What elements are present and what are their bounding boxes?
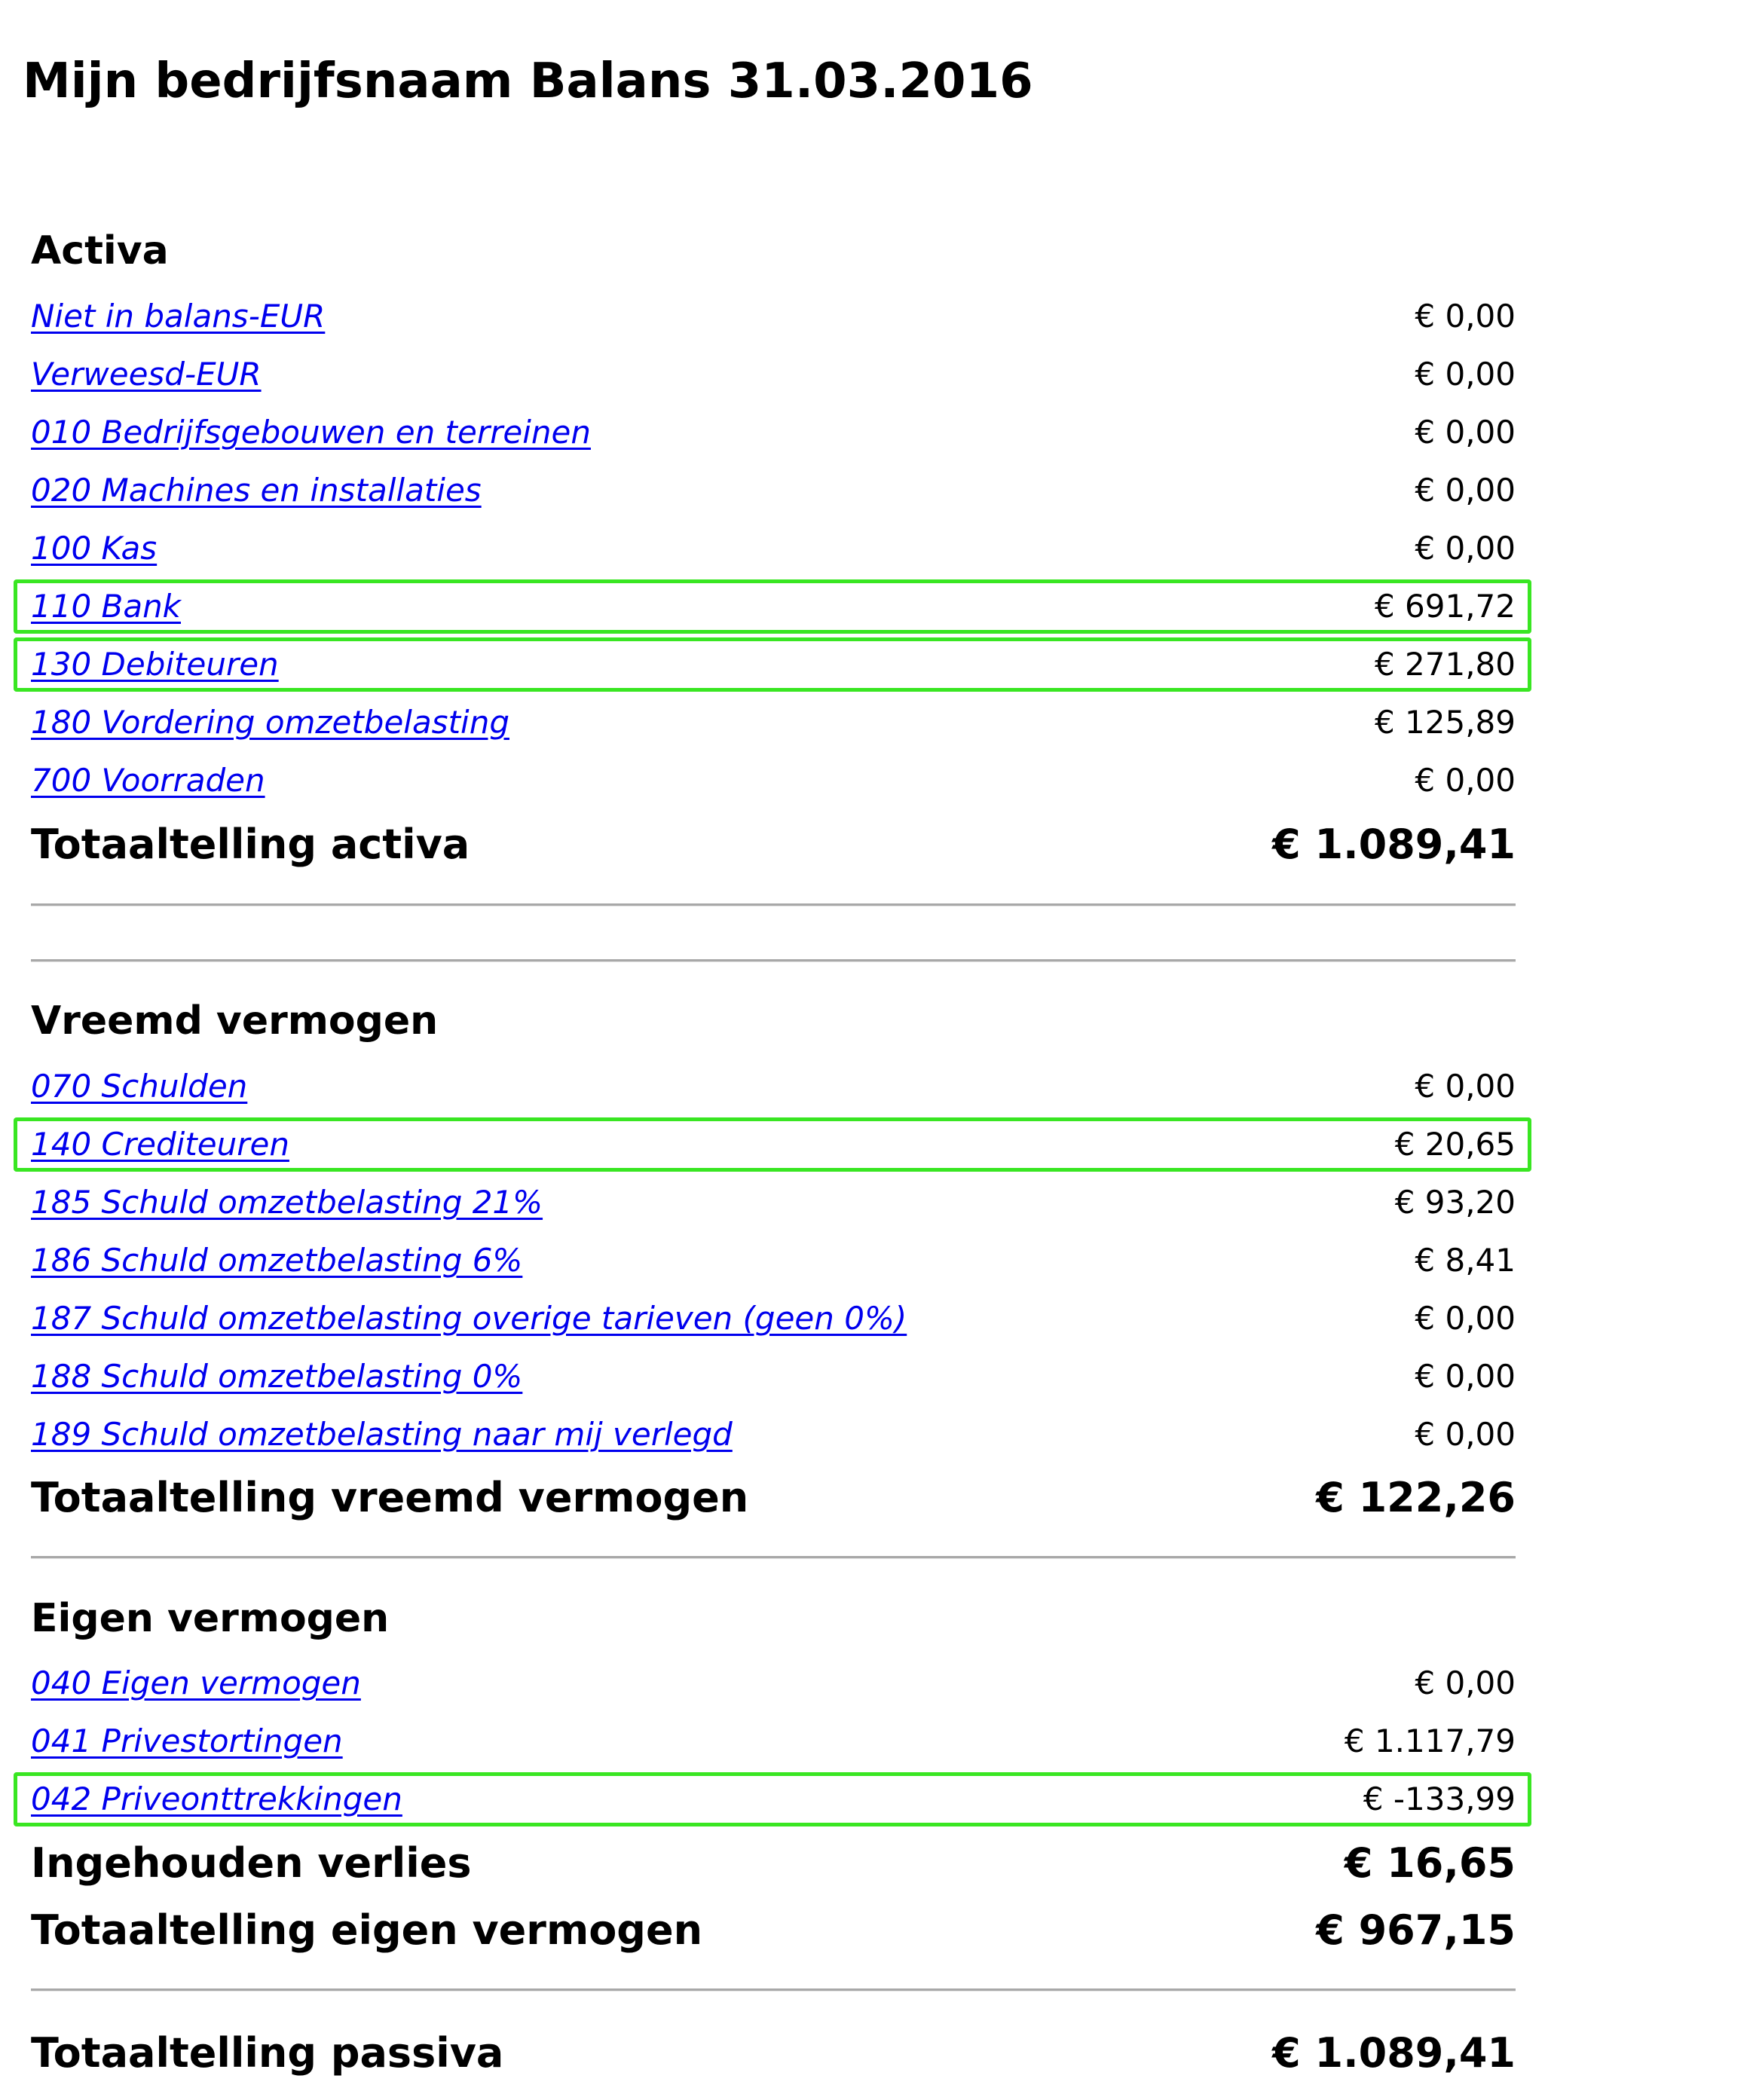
account-row-verweesd (31, 350, 1516, 399)
divider (31, 1988, 1516, 1991)
account-row-042 (31, 1774, 1516, 1824)
divider (31, 959, 1516, 962)
total-amount: € 1.089,41 (1272, 2029, 1516, 2077)
total-amount: € 967,15 (1316, 1906, 1516, 1954)
account-amount: € 125,89 (1374, 704, 1516, 741)
account-row-041 (31, 1716, 1516, 1766)
page-title: Mijn bedrijfsnaam Balans 31.03.2016 (23, 53, 1033, 109)
account-row-010 (31, 408, 1516, 457)
total-label: Totaaltelling vreemd vermogen (31, 1474, 749, 1521)
account-link-042[interactable]: 042 Priveonttrekkingen (31, 1781, 402, 1817)
account-row-130 (31, 640, 1516, 689)
account-link-niet-in-balans[interactable]: Niet in balans-EUR (31, 298, 326, 335)
account-amount: € 0,00 (1415, 1664, 1516, 1701)
section-heading-eigen-vermogen: Eigen vermogen (31, 1596, 390, 1641)
account-row-040 (31, 1658, 1516, 1708)
account-row-niet-in-balans (31, 292, 1516, 341)
total-passiva (31, 2025, 1516, 2082)
account-link-041[interactable]: 041 Privestortingen (31, 1722, 343, 1759)
account-link-186[interactable]: 186 Schuld omzetbelasting 6% (31, 1242, 523, 1279)
account-amount: € 0,00 (1415, 414, 1516, 451)
account-amount: € 0,00 (1415, 530, 1516, 567)
account-link-188[interactable]: 188 Schuld omzetbelasting 0% (31, 1358, 523, 1395)
divider (31, 1556, 1516, 1559)
account-amount: € 0,00 (1415, 1300, 1516, 1337)
account-link-140[interactable]: 140 Crediteuren (31, 1126, 289, 1163)
account-row-180 (31, 698, 1516, 747)
total-label: Totaaltelling activa (31, 821, 470, 868)
section-heading-activa: Activa (31, 228, 169, 274)
total-eigen-vermogen (31, 1902, 1516, 1959)
account-link-700[interactable]: 700 Voorraden (31, 762, 265, 799)
account-amount: € 0,00 (1415, 472, 1516, 509)
account-link-020[interactable]: 020 Machines en installaties (31, 472, 482, 509)
account-link-070[interactable]: 070 Schulden (31, 1068, 248, 1105)
account-amount: € 0,00 (1415, 1416, 1516, 1453)
total-vreemd-vermogen (31, 1469, 1516, 1527)
account-amount: € 0,00 (1415, 356, 1516, 393)
account-amount: € 0,00 (1415, 762, 1516, 799)
total-label: Totaaltelling passiva (31, 2029, 504, 2077)
divider (31, 903, 1516, 906)
account-amount: € 0,00 (1415, 1068, 1516, 1105)
account-row-100 (31, 524, 1516, 573)
account-amount: € 20,65 (1394, 1126, 1516, 1163)
account-link-verweesd[interactable]: Verweesd-EUR (31, 356, 262, 393)
account-row-070 (31, 1062, 1516, 1111)
account-amount: € 1.117,79 (1344, 1722, 1516, 1759)
account-link-187[interactable]: 187 Schuld omzetbelasting overige tarieven (geen 0%) (31, 1300, 907, 1337)
account-row-700 (31, 756, 1516, 805)
account-amount: € 0,00 (1415, 298, 1516, 335)
account-row-140 (31, 1120, 1516, 1169)
account-row-189 (31, 1410, 1516, 1460)
total-amount: € 122,26 (1316, 1474, 1516, 1521)
account-link-010[interactable]: 010 Bedrijfsgebouwen en terreinen (31, 414, 591, 451)
account-row-186 (31, 1236, 1516, 1285)
total-activa (31, 816, 1516, 873)
account-amount: € 8,41 (1415, 1242, 1516, 1279)
account-link-110[interactable]: 110 Bank (31, 588, 182, 625)
account-row-185 (31, 1178, 1516, 1227)
account-row-187 (31, 1294, 1516, 1343)
account-link-040[interactable]: 040 Eigen vermogen (31, 1664, 361, 1701)
account-row-020 (31, 466, 1516, 515)
retained-loss (31, 1835, 1516, 1892)
account-row-110 (31, 582, 1516, 631)
account-link-100[interactable]: 100 Kas (31, 530, 158, 567)
retained-loss-amount: € 16,65 (1344, 1839, 1516, 1887)
account-link-189[interactable]: 189 Schuld omzetbelasting naar mij verlegd (31, 1416, 733, 1453)
total-amount: € 1.089,41 (1272, 821, 1516, 868)
account-link-185[interactable]: 185 Schuld omzetbelasting 21% (31, 1184, 543, 1221)
account-amount: € 0,00 (1415, 1358, 1516, 1395)
account-row-188 (31, 1352, 1516, 1402)
total-label: Totaaltelling eigen vermogen (31, 1906, 703, 1954)
account-link-130[interactable]: 130 Debiteuren (31, 646, 279, 683)
account-amount: € 691,72 (1374, 588, 1516, 625)
retained-loss-label: Ingehouden verlies (31, 1839, 472, 1887)
account-amount: € 93,20 (1394, 1184, 1516, 1221)
account-link-180[interactable]: 180 Vordering omzetbelasting (31, 704, 509, 741)
section-heading-vreemd-vermogen: Vreemd vermogen (31, 998, 439, 1044)
account-amount: € 271,80 (1374, 646, 1516, 683)
account-amount: € -133,99 (1363, 1781, 1516, 1817)
